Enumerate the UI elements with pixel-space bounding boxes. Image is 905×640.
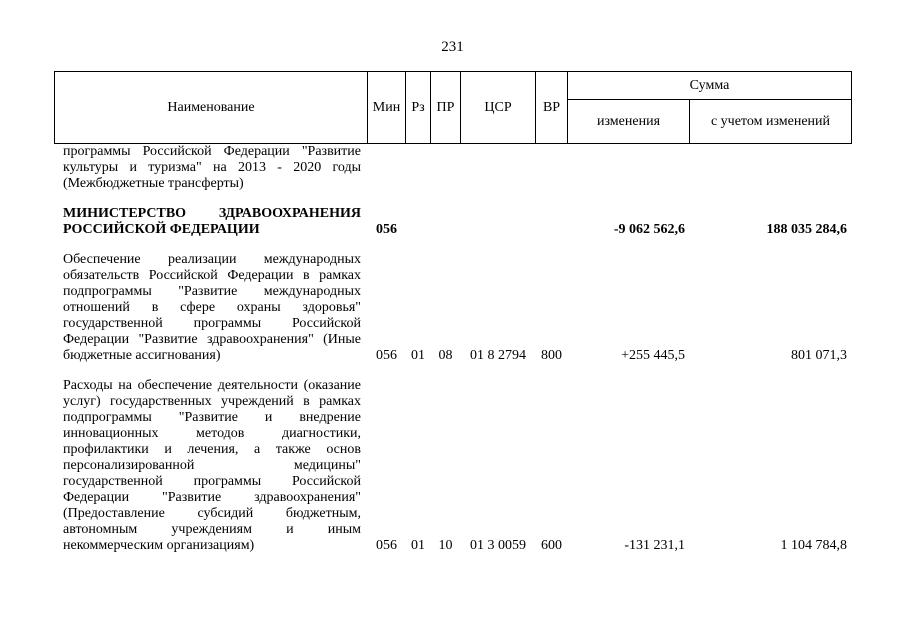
header-with-change: с учетом изменений bbox=[690, 100, 852, 144]
cell-csr bbox=[461, 144, 536, 193]
cell-pr: 10 bbox=[438, 538, 453, 553]
cell-csr: 01 8 2794 bbox=[470, 348, 526, 363]
cell-pr: 08 bbox=[438, 348, 453, 363]
row-spacer bbox=[55, 192, 852, 206]
spacer-cell bbox=[55, 364, 852, 378]
header-name: Наименование bbox=[55, 72, 368, 144]
cell-pr bbox=[431, 206, 461, 238]
cell-csr: 01 3 0059 bbox=[470, 538, 526, 553]
table-row bbox=[55, 252, 852, 364]
header-rz: Рз bbox=[406, 72, 431, 144]
cell-min: 056 bbox=[376, 222, 397, 237]
spacer-cell bbox=[55, 192, 852, 206]
cell-rz bbox=[406, 144, 431, 193]
cell-pr bbox=[431, 144, 461, 193]
cell-vr bbox=[536, 206, 568, 238]
cell-vr: 600 bbox=[541, 538, 562, 553]
cell-min: 056 bbox=[376, 538, 397, 553]
budget-table bbox=[54, 71, 852, 554]
cell-name: Обеспечение реализации международных обязательств Российской Федерации в рамках подпрограммы "Развитие международных отношений в сфере охраны здоровья" государственной программы Российской Федерации "Развитие здравоохранения" (Иные бюджетные ассигнования) bbox=[63, 252, 361, 363]
table-header bbox=[55, 72, 852, 144]
table-row bbox=[55, 378, 852, 554]
row-spacer bbox=[55, 238, 852, 252]
header-min: Мин bbox=[368, 72, 406, 144]
cell-rz: 01 bbox=[411, 348, 425, 363]
cell-vr: 800 bbox=[541, 348, 562, 363]
cell-total: 188 035 284,6 bbox=[766, 222, 847, 237]
cell-change: +255 445,5 bbox=[621, 348, 685, 363]
cell-rz: 01 bbox=[411, 538, 425, 553]
cell-csr bbox=[461, 206, 536, 238]
page-number: 231 bbox=[441, 39, 464, 55]
table-body bbox=[55, 144, 852, 555]
header-sum: Сумма bbox=[568, 72, 852, 100]
header-csr: ЦСР bbox=[461, 72, 536, 144]
cell-name: Расходы на обеспечение деятельности (оказание услуг) государственных учреждений в рамках подпрограммы "Развитие и внедрение инновационных методов диагностики, профилактики и лечения, а также основ персонализированной медицины" государственной программы Российской Федерации "Развитие здравоохранения" (Предоставление субсидий бюджетным, автономным учреждениям и иным некоммерческим организациям) bbox=[63, 378, 361, 553]
table-row bbox=[55, 144, 852, 193]
cell-change: -9 062 562,6 bbox=[613, 222, 685, 237]
cell-change: -131 231,1 bbox=[624, 538, 685, 553]
table-row bbox=[55, 206, 852, 238]
cell-name: МИНИСТЕРСТВО ЗДРАВООХРАНЕНИЯ РОССИЙСКОЙ ФЕДЕРАЦИИ bbox=[63, 206, 361, 237]
cell-name: программы Российской Федерации "Развитие культуры и туризма" на 2013 - 2020 годы (Межбюджетные трансферты) bbox=[63, 144, 361, 191]
cell-change bbox=[568, 144, 690, 193]
spacer-cell bbox=[55, 238, 852, 252]
cell-rz bbox=[406, 206, 431, 238]
row-spacer bbox=[55, 364, 852, 378]
cell-total: 1 104 784,8 bbox=[780, 538, 847, 553]
cell-min bbox=[368, 144, 406, 193]
cell-min: 056 bbox=[376, 348, 397, 363]
header-change: изменения bbox=[568, 100, 690, 144]
cell-vr bbox=[536, 144, 568, 193]
cell-total: 801 071,3 bbox=[791, 348, 847, 363]
header-pr: ПР bbox=[431, 72, 461, 144]
header-vr: ВР bbox=[536, 72, 568, 144]
cell-total bbox=[690, 144, 852, 193]
